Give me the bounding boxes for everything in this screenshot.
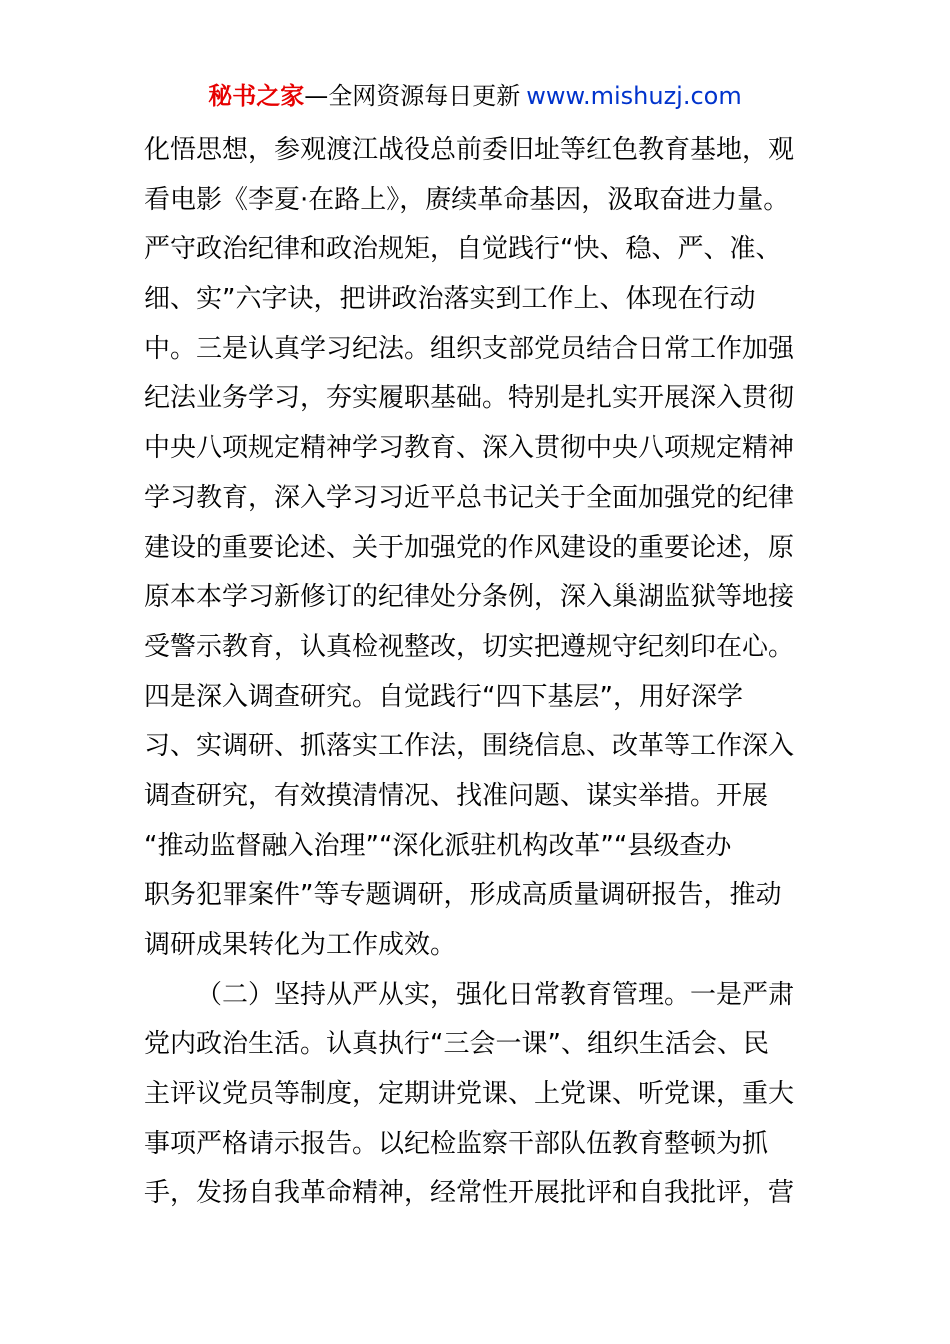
document-body: [144, 126, 814, 1219]
text-line-indented: （二）坚持从严从实，强化日常教育管理。一是严肃: [196, 979, 795, 1010]
text-line: 化悟思想，参观渡江战役总前委旧址等红色教育基地，观: [144, 135, 795, 165]
text-line: 原本本学习新修订的纪律处分条例，深入巢湖监狱等地接: [144, 582, 795, 613]
text-line: 学习教育，深入学习习近平总书记关于全面加强党的纪律: [144, 482, 795, 513]
text-line: 看电影《李夏·在路上》，赓续革命基因，汲取奋进力量。: [144, 184, 790, 215]
text-line: 受警示教育，认真检视整改，切实把遵规守纪刻印在心。: [144, 631, 795, 662]
site-slogan: —全网资源每日更新: [304, 82, 521, 110]
text-line: 事项严格请示报告。以纪检监察干部队伍教育整顿为抓: [144, 1128, 769, 1159]
text-line: 职务犯罪案件”等专题调研，形成高质量调研报告，推动: [144, 880, 782, 911]
site-header: [0, 80, 950, 112]
text-line: 严守政治纪律和政治规矩，自觉践行“快、稳、严、准、: [144, 234, 782, 265]
site-brand: 秘书之家: [208, 82, 305, 110]
text-line: 中。三是认真学习纪法。组织支部党员结合日常工作加强: [144, 333, 795, 364]
text-line: 四是深入调查研究。自觉践行“四下基层”，用好深学: [144, 681, 743, 712]
text-line: 习、实调研、抓落实工作法，围绕信息、改革等工作深入: [144, 731, 795, 762]
site-url-link[interactable]: www.mishuzj.com: [526, 82, 742, 110]
text-line: “推动监督融入治理”“深化派驻机构改革”“县级查办: [144, 830, 732, 861]
text-line: 纪法业务学习，夯实履职基础。特别是扎实开展深入贯彻: [144, 383, 795, 414]
text-line: 党内政治生活。认真执行“三会一课”、组织生活会、民: [144, 1029, 769, 1060]
text-line: 调查研究，有效摸清情况、找准问题、谋实举措。开展: [144, 780, 769, 811]
text-line: 细、实”六字诀，把讲政治落实到工作上、体现在行动: [144, 284, 756, 315]
text-line: 主评议党员等制度，定期讲党课、上党课、听党课，重大: [144, 1079, 795, 1110]
text-line: 调研成果转化为工作成效。: [144, 930, 457, 960]
text-line: 手，发扬自我革命精神，经常性开展批评和自我批评，营: [144, 1178, 795, 1209]
text-line: 建设的重要论述、关于加强党的作风建设的重要论述，原: [144, 532, 795, 563]
text-line: 中央八项规定精神学习教育、深入贯彻中央八项规定精神: [144, 433, 795, 464]
